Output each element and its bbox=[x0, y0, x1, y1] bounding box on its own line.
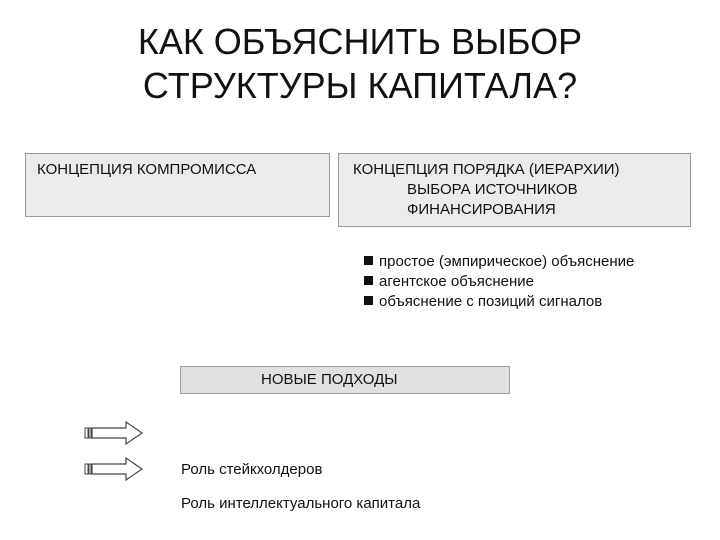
explanation-text: объяснение с позиций сигналов bbox=[379, 293, 603, 310]
pecking-order-concept-box bbox=[338, 153, 691, 227]
pecking-order-line-2: ВЫБОРА ИСТОЧНИКОВ bbox=[407, 181, 578, 198]
square-bullet-icon bbox=[364, 256, 373, 265]
tradeoff-concept-label: КОНЦЕПЦИЯ КОМПРОМИССА bbox=[37, 161, 257, 178]
new-approaches-label: НОВЫЕ ПОДХОДЫ bbox=[261, 371, 398, 388]
intellectual-capital-role-text: Роль интеллектуального капитала bbox=[181, 495, 421, 512]
list-item bbox=[364, 292, 634, 312]
explanation-text: агентское объяснение bbox=[379, 273, 534, 290]
explanation-text: простое (эмпирическое) объяснение bbox=[379, 253, 635, 270]
pecking-order-line-1: КОНЦЕПЦИЯ ПОРЯДКА (ИЕРАРХИИ) bbox=[353, 161, 620, 178]
square-bullet-icon bbox=[364, 276, 373, 285]
list-item bbox=[364, 252, 634, 272]
explanations-list bbox=[364, 252, 634, 312]
new-approaches-box bbox=[180, 366, 510, 394]
right-arrow-icon bbox=[84, 457, 144, 481]
square-bullet-icon bbox=[364, 296, 373, 305]
list-item bbox=[364, 272, 634, 292]
right-arrow-icon bbox=[84, 421, 144, 445]
page-title bbox=[0, 20, 720, 108]
title-line-1: КАК ОБЪЯСНИТЬ ВЫБОР bbox=[137, 21, 583, 62]
title-line-2: СТРУКТУРЫ КАПИТАЛА? bbox=[142, 65, 578, 106]
stakeholders-role-text: Роль стейкхолдеров bbox=[181, 461, 323, 478]
pecking-order-line-3: ФИНАНСИРОВАНИЯ bbox=[407, 201, 556, 218]
tradeoff-concept-box bbox=[25, 153, 330, 217]
